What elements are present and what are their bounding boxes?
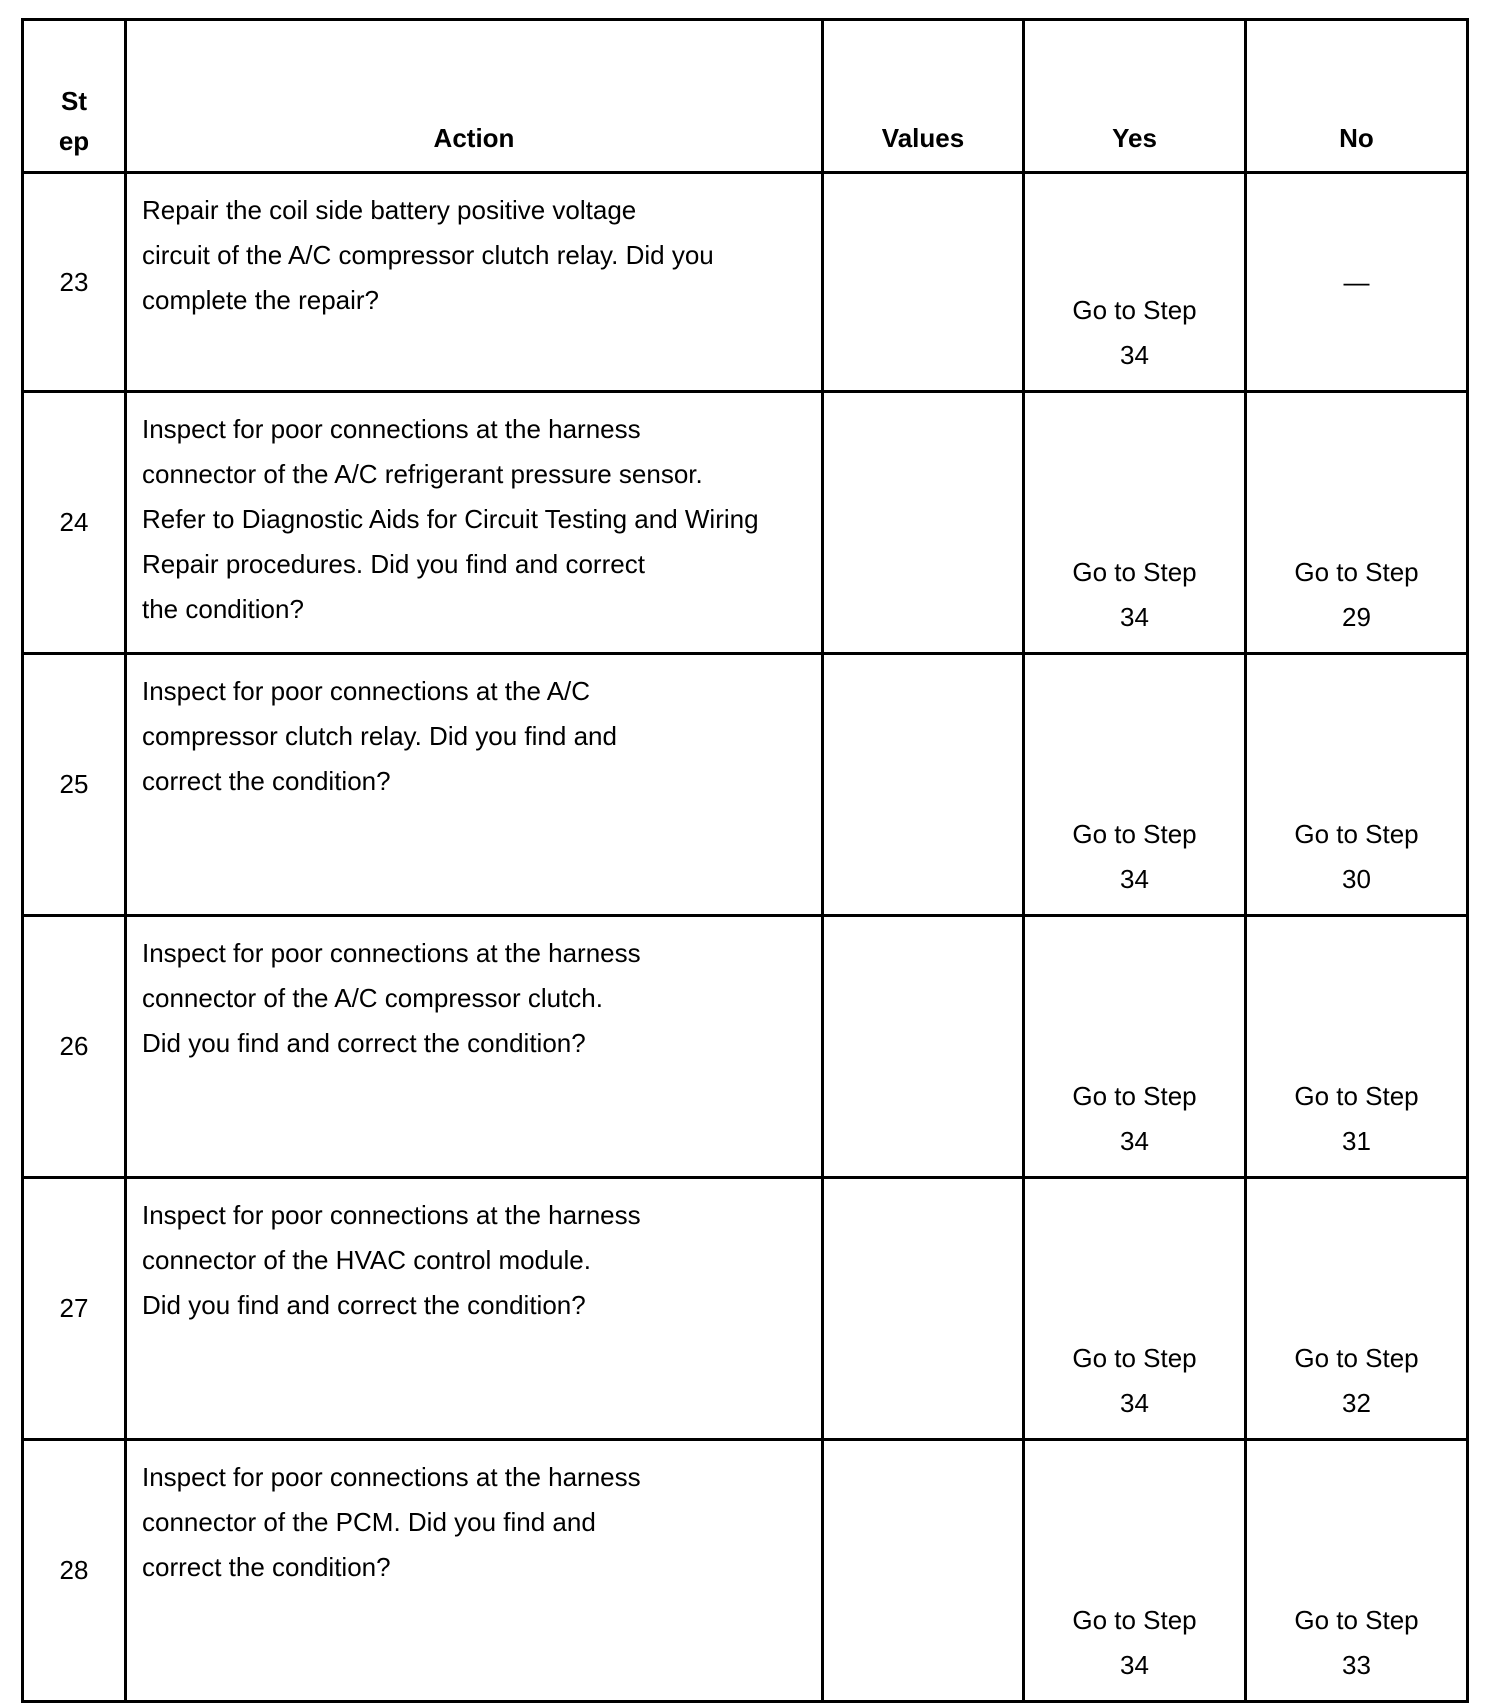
no-goto-step: 30 — [1342, 864, 1371, 894]
yes-goto-step: 34 — [1120, 1650, 1149, 1680]
yes-goto-label: Go to Step — [1072, 1343, 1197, 1373]
step-number: 24 — [23, 392, 126, 654]
yes-goto-step: 34 — [1120, 864, 1149, 894]
table-row — [23, 916, 1468, 1178]
values-cell — [823, 1440, 1024, 1702]
action-text — [126, 173, 823, 392]
yes-goto-step: 34 — [1120, 1126, 1149, 1156]
table-row — [23, 1440, 1468, 1702]
no-cell: — — [1246, 173, 1468, 392]
action-line: Inspect for poor connections at the harness — [142, 414, 641, 444]
action-line: compressor clutch relay. Did you find and — [142, 721, 617, 751]
action-text — [126, 392, 823, 654]
header-values: Values — [823, 20, 1024, 173]
values-cell — [823, 173, 1024, 392]
yes-cell — [1024, 173, 1246, 392]
yes-goto-label: Go to Step — [1072, 1081, 1197, 1111]
action-line: Inspect for poor connections at the A/C — [142, 676, 591, 706]
yes-goto-label: Go to Step — [1072, 557, 1197, 587]
table-row — [23, 654, 1468, 916]
action-line: connector of the HVAC control module. — [142, 1245, 591, 1275]
header-step-line1: St — [61, 86, 87, 116]
no-cell — [1246, 654, 1468, 916]
no-goto-step: 32 — [1342, 1388, 1371, 1418]
no-goto-step: 29 — [1342, 602, 1371, 632]
action-text — [126, 654, 823, 916]
action-line: connector of the A/C refrigerant pressure sensor. — [142, 459, 703, 489]
action-line: circuit of the A/C compressor clutch relay. Did you — [142, 240, 714, 270]
action-line: connector of the A/C compressor clutch. — [142, 983, 603, 1013]
diagnostic-table — [21, 18, 1469, 1703]
step-number: 23 — [23, 173, 126, 392]
action-line: Refer to Diagnostic Aids for Circuit Testing and Wiring — [142, 504, 759, 534]
yes-cell — [1024, 1178, 1246, 1440]
yes-cell — [1024, 392, 1246, 654]
no-goto-step: 31 — [1342, 1126, 1371, 1156]
yes-goto-label: Go to Step — [1072, 295, 1197, 325]
step-number: 28 — [23, 1440, 126, 1702]
action-line: Repair procedures. Did you find and correct — [142, 549, 645, 579]
yes-goto-step: 34 — [1120, 602, 1149, 632]
header-row — [23, 20, 1468, 173]
header-step — [23, 20, 126, 173]
action-text — [126, 1178, 823, 1440]
no-goto-step: 33 — [1342, 1650, 1371, 1680]
action-line: correct the condition? — [142, 766, 391, 796]
no-goto-label: Go to Step — [1294, 1605, 1419, 1635]
yes-goto-label: Go to Step — [1072, 1605, 1197, 1635]
no-cell — [1246, 1178, 1468, 1440]
values-cell — [823, 1178, 1024, 1440]
header-step-line2: ep — [58, 126, 90, 156]
yes-goto-label: Go to Step — [1072, 819, 1197, 849]
no-cell — [1246, 916, 1468, 1178]
yes-cell — [1024, 1440, 1246, 1702]
step-number: 26 — [23, 916, 126, 1178]
action-line: Inspect for poor connections at the harness — [142, 938, 641, 968]
no-goto-label: Go to Step — [1294, 1081, 1419, 1111]
action-line: correct the condition? — [142, 1552, 391, 1582]
values-cell — [823, 654, 1024, 916]
header-yes: Yes — [1024, 20, 1246, 173]
yes-goto-step: 34 — [1120, 1388, 1149, 1418]
action-text — [126, 1440, 823, 1702]
yes-cell — [1024, 654, 1246, 916]
header-action: Action — [126, 20, 823, 173]
no-goto-label: Go to Step — [1294, 557, 1419, 587]
action-line: Did you find and correct the condition? — [142, 1028, 586, 1058]
step-number: 25 — [23, 654, 126, 916]
action-line: connector of the PCM. Did you find and — [142, 1507, 596, 1537]
yes-cell — [1024, 916, 1246, 1178]
no-cell — [1246, 1440, 1468, 1702]
action-line: Inspect for poor connections at the harness — [142, 1200, 641, 1230]
values-cell — [823, 392, 1024, 654]
no-cell — [1246, 392, 1468, 654]
yes-goto-step: 34 — [1120, 340, 1149, 370]
table-row — [23, 392, 1468, 654]
table-row — [23, 1178, 1468, 1440]
no-goto-label: Go to Step — [1294, 819, 1419, 849]
action-line: Did you find and correct the condition? — [142, 1290, 586, 1320]
action-text — [126, 916, 823, 1178]
values-cell — [823, 916, 1024, 1178]
action-line: Repair the coil side battery positive voltage — [142, 195, 637, 225]
step-number: 27 — [23, 1178, 126, 1440]
action-line: Inspect for poor connections at the harness — [142, 1462, 641, 1492]
action-line: complete the repair? — [142, 285, 380, 315]
no-goto-label: Go to Step — [1294, 1343, 1419, 1373]
action-line: the condition? — [142, 594, 304, 624]
table-row — [23, 173, 1468, 392]
header-no: No — [1246, 20, 1468, 173]
